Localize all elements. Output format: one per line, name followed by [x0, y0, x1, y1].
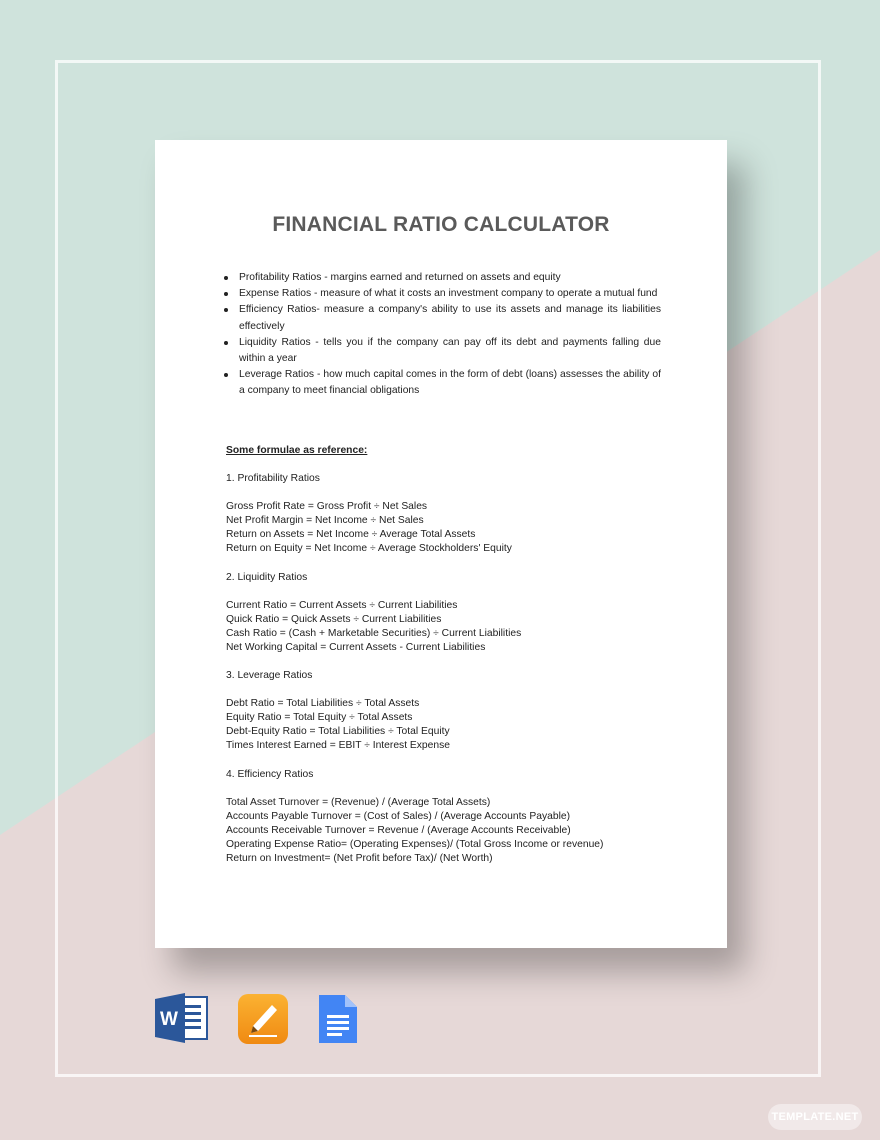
bullet-profitability: Profitability Ratios - margins earned and returned on assets and equity: [225, 270, 661, 286]
ratio-bullet-list: [225, 270, 661, 400]
formula-line: Equity Ratio = Total Equity ÷ Total Assets: [226, 712, 413, 724]
formula-line: Debt Ratio = Total Liabilities ÷ Total Assets: [226, 698, 420, 710]
formula-line: Accounts Payable Turnover = (Cost of Sales) / (Average Accounts Payable): [226, 810, 571, 822]
reference-heading: Some formulae as reference:: [226, 445, 368, 456]
formula-line: Net Working Capital = Current Assets - Current Liabilities: [226, 641, 486, 653]
formula-line: Operating Expense Ratio= (Operating Expenses)/ (Total Gross Income or revenue): [226, 838, 604, 850]
bullet-leverage: Leverage Ratios - how much capital comes in the form of debt (loans) assesses the ability of a company to meet financial obligations: [225, 367, 661, 399]
document-page: [155, 140, 727, 948]
bullet-efficiency: Efficiency Ratios- measure a company's ability to use its assets and manage its liabilities effectively: [225, 302, 661, 334]
section-title: 2. Liquidity Ratios: [226, 571, 308, 583]
formula-line: Return on Assets = Net Income ÷ Average Total Assets: [226, 529, 476, 541]
pages-icon[interactable]: [237, 993, 289, 1045]
formula-line: Debt-Equity Ratio = Total Liabilities ÷ Total Equity: [226, 726, 450, 738]
section-title: 3. Leverage Ratios: [226, 670, 313, 682]
template-net-watermark: TEMPLATE.NET: [768, 1104, 862, 1130]
document-title: FINANCIAL RATIO CALCULATOR: [272, 213, 610, 236]
formula-line: Cash Ratio = (Cash + Marketable Securities) ÷ Current Liabilities: [226, 627, 522, 639]
word-icon[interactable]: [155, 993, 209, 1043]
formula-line: Current Ratio = Current Assets ÷ Current Liabilities: [226, 599, 458, 611]
section-title: 4. Efficiency Ratios: [226, 768, 314, 780]
section-leverage: [226, 669, 686, 753]
formula-line: Times Interest Earned = EBIT ÷ Interest Expense: [226, 740, 450, 752]
formula-line: Quick Ratio = Quick Assets ÷ Current Liabilities: [226, 613, 442, 625]
formula-line: Return on Investment= (Net Profit before Tax)/ (Net Worth): [226, 852, 493, 864]
formula-line: Return on Equity = Net Income ÷ Average Stockholders' Equity: [226, 543, 512, 555]
formulae-block: [226, 444, 686, 880]
section-profitability: [226, 472, 686, 556]
formula-line: Accounts Receivable Turnover = Revenue / (Average Accounts Receivable): [226, 824, 571, 836]
formula-line: Total Asset Turnover = (Revenue) / (Average Total Assets): [226, 796, 491, 808]
section-title: 1. Profitability Ratios: [226, 473, 320, 485]
google-docs-icon[interactable]: [317, 993, 359, 1045]
section-liquidity: [226, 571, 686, 655]
formula-line: Gross Profit Rate = Gross Profit ÷ Net Sales: [226, 501, 428, 513]
formula-line: Net Profit Margin = Net Income ÷ Net Sales: [226, 515, 424, 527]
bullet-liquidity: Liquidity Ratios - tells you if the company can pay off its debt and payments falling due within a year: [225, 335, 661, 367]
section-efficiency: [226, 768, 686, 867]
word-letter: W: [160, 1009, 178, 1030]
bullet-expense: Expense Ratios - measure of what it costs an investment company to operate a mutual fund: [225, 286, 661, 302]
